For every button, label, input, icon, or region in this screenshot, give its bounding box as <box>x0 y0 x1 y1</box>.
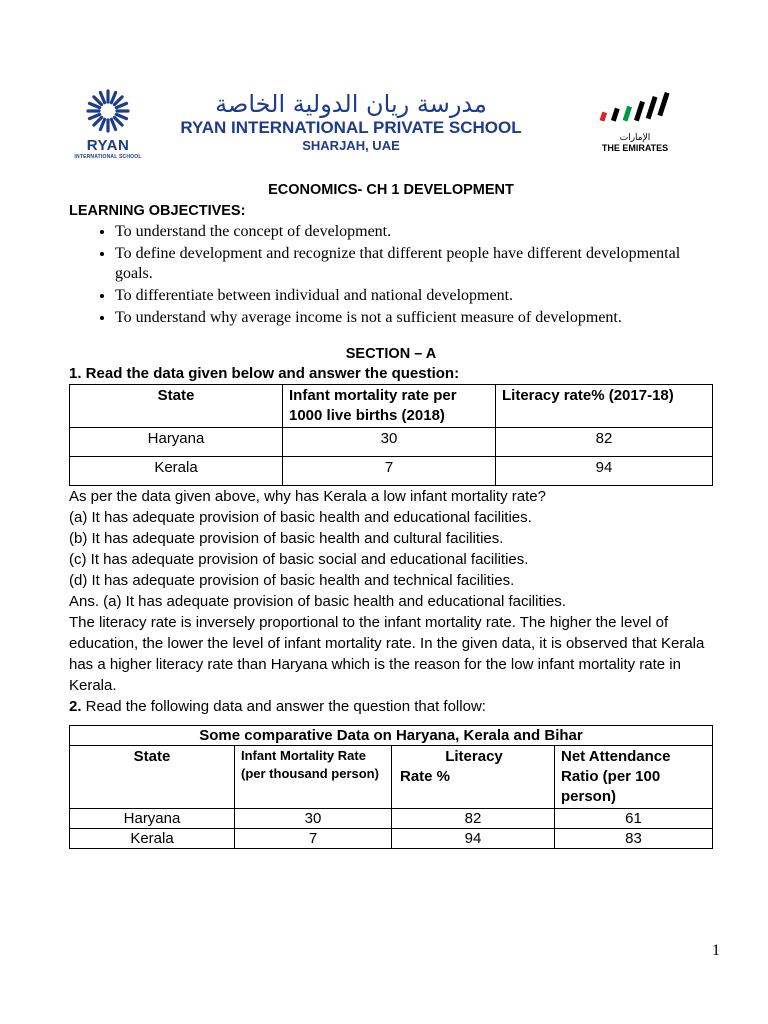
page-title: ECONOMICS- CH 1 DEVELOPMENT <box>268 182 514 198</box>
table-cell: 83 <box>555 829 713 849</box>
column-header-literacy <box>392 746 555 809</box>
school-name: RYAN INTERNATIONAL PRIVATE SCHOOL <box>180 118 522 137</box>
option-b: (b) It has adequate provision of basic health and cultural facilities. <box>69 530 504 547</box>
document-body <box>69 180 713 849</box>
table-row <box>70 809 713 829</box>
literacy-label: Literacy <box>445 748 503 765</box>
table-cell: Kerala <box>70 457 283 486</box>
question-2-number: 2. <box>69 698 82 715</box>
question-2-text: Read the following data and answer the question that follow: <box>81 698 486 715</box>
emirates-stripes-icon <box>595 90 675 126</box>
emirates-logo-text: THE EMIRATES <box>601 143 669 153</box>
question-2-table <box>69 725 713 849</box>
option-c: (c) It has adequate provision of basic social and educational facilities. <box>69 551 529 568</box>
section-title: SECTION – A <box>345 346 437 362</box>
emirates-logo <box>590 90 680 160</box>
table-cell: 7 <box>283 457 496 486</box>
table-cell: 7 <box>235 829 392 849</box>
table-row <box>70 428 713 457</box>
table-cell: Haryana <box>70 428 283 457</box>
question-1-text: As per the data given above, why has Kerala a low infant mortality rate? <box>69 488 546 505</box>
objective-item: • To differentiate between individual and national development. <box>115 286 713 306</box>
question-1-heading: 1. Read the data given below and answer the question: <box>69 365 460 382</box>
objectives-heading: LEARNING OBJECTIVES: <box>69 203 246 219</box>
table-caption-row <box>70 726 713 746</box>
column-header: State <box>70 746 235 809</box>
table-cell: Haryana <box>70 809 235 829</box>
objective-item: • To define development and recognize that different people have different developmental goals. <box>115 244 713 284</box>
option-a: (a) It has adequate provision of basic health and educational facilities. <box>69 509 532 526</box>
table-cell: Kerala <box>70 829 235 849</box>
table-cell: 94 <box>392 829 555 849</box>
objective-item: • To understand why average income is not a sufficient measure of development. <box>115 308 713 328</box>
ryan-sunburst-icon <box>85 88 131 134</box>
column-header: Infant mortality rate per 1000 live births (2018) <box>283 385 496 428</box>
ryan-logo-subtitle: INTERNATIONAL SCHOOL <box>74 154 142 160</box>
ryan-logo <box>70 88 146 160</box>
table-cell: 94 <box>496 457 713 486</box>
question-2-heading <box>69 696 713 717</box>
table-cell: 30 <box>283 428 496 457</box>
column-header: Literacy rate% (2017-18) <box>496 385 713 428</box>
column-header: Net Attendance Ratio (per 100 person) <box>555 746 713 809</box>
column-header: Infant Mortality Rate (per thousand person) <box>235 746 392 809</box>
table-header-row <box>70 385 713 428</box>
table-cell: 30 <box>235 809 392 829</box>
question-1-table <box>69 384 713 486</box>
explanation-paragraph: The literacy rate is inversely proportional to the infant mortality rate. The higher the level of education, the lower the level of infant mortality rate. In the given data, it is observed that Kerala has a higher literacy rate than Haryana which is the reason for the low infant mortality rate in Kerala. <box>69 614 705 694</box>
table-cell: 82 <box>496 428 713 457</box>
ryan-logo-name: RYAN <box>86 137 130 154</box>
school-city: SHARJAH, UAE <box>302 138 400 153</box>
objectives-list <box>69 222 713 328</box>
objective-item: • To understand the concept of development. <box>115 222 713 242</box>
emirates-logo-arabic: الإمارات <box>619 133 651 143</box>
table-cell: 82 <box>392 809 555 829</box>
literacy-rate-label: Rate % <box>400 768 451 785</box>
table-cell: 61 <box>555 809 713 829</box>
table-header-row <box>70 746 713 809</box>
school-name-arabic: مدرسة ريان الدولية الخاصة <box>215 90 487 118</box>
table-row <box>70 457 713 486</box>
table-row <box>70 829 713 849</box>
page-number: 1 <box>712 942 720 959</box>
table-caption: Some comparative Data on Haryana, Kerala and Bihar <box>70 726 713 746</box>
answer-text: Ans. (a) It has adequate provision of basic health and educational facilities. <box>69 593 566 610</box>
letterhead <box>60 88 700 164</box>
school-name-block <box>176 90 526 160</box>
column-header: State <box>70 385 283 428</box>
option-d: (d) It has adequate provision of basic health and technical facilities. <box>69 572 515 589</box>
